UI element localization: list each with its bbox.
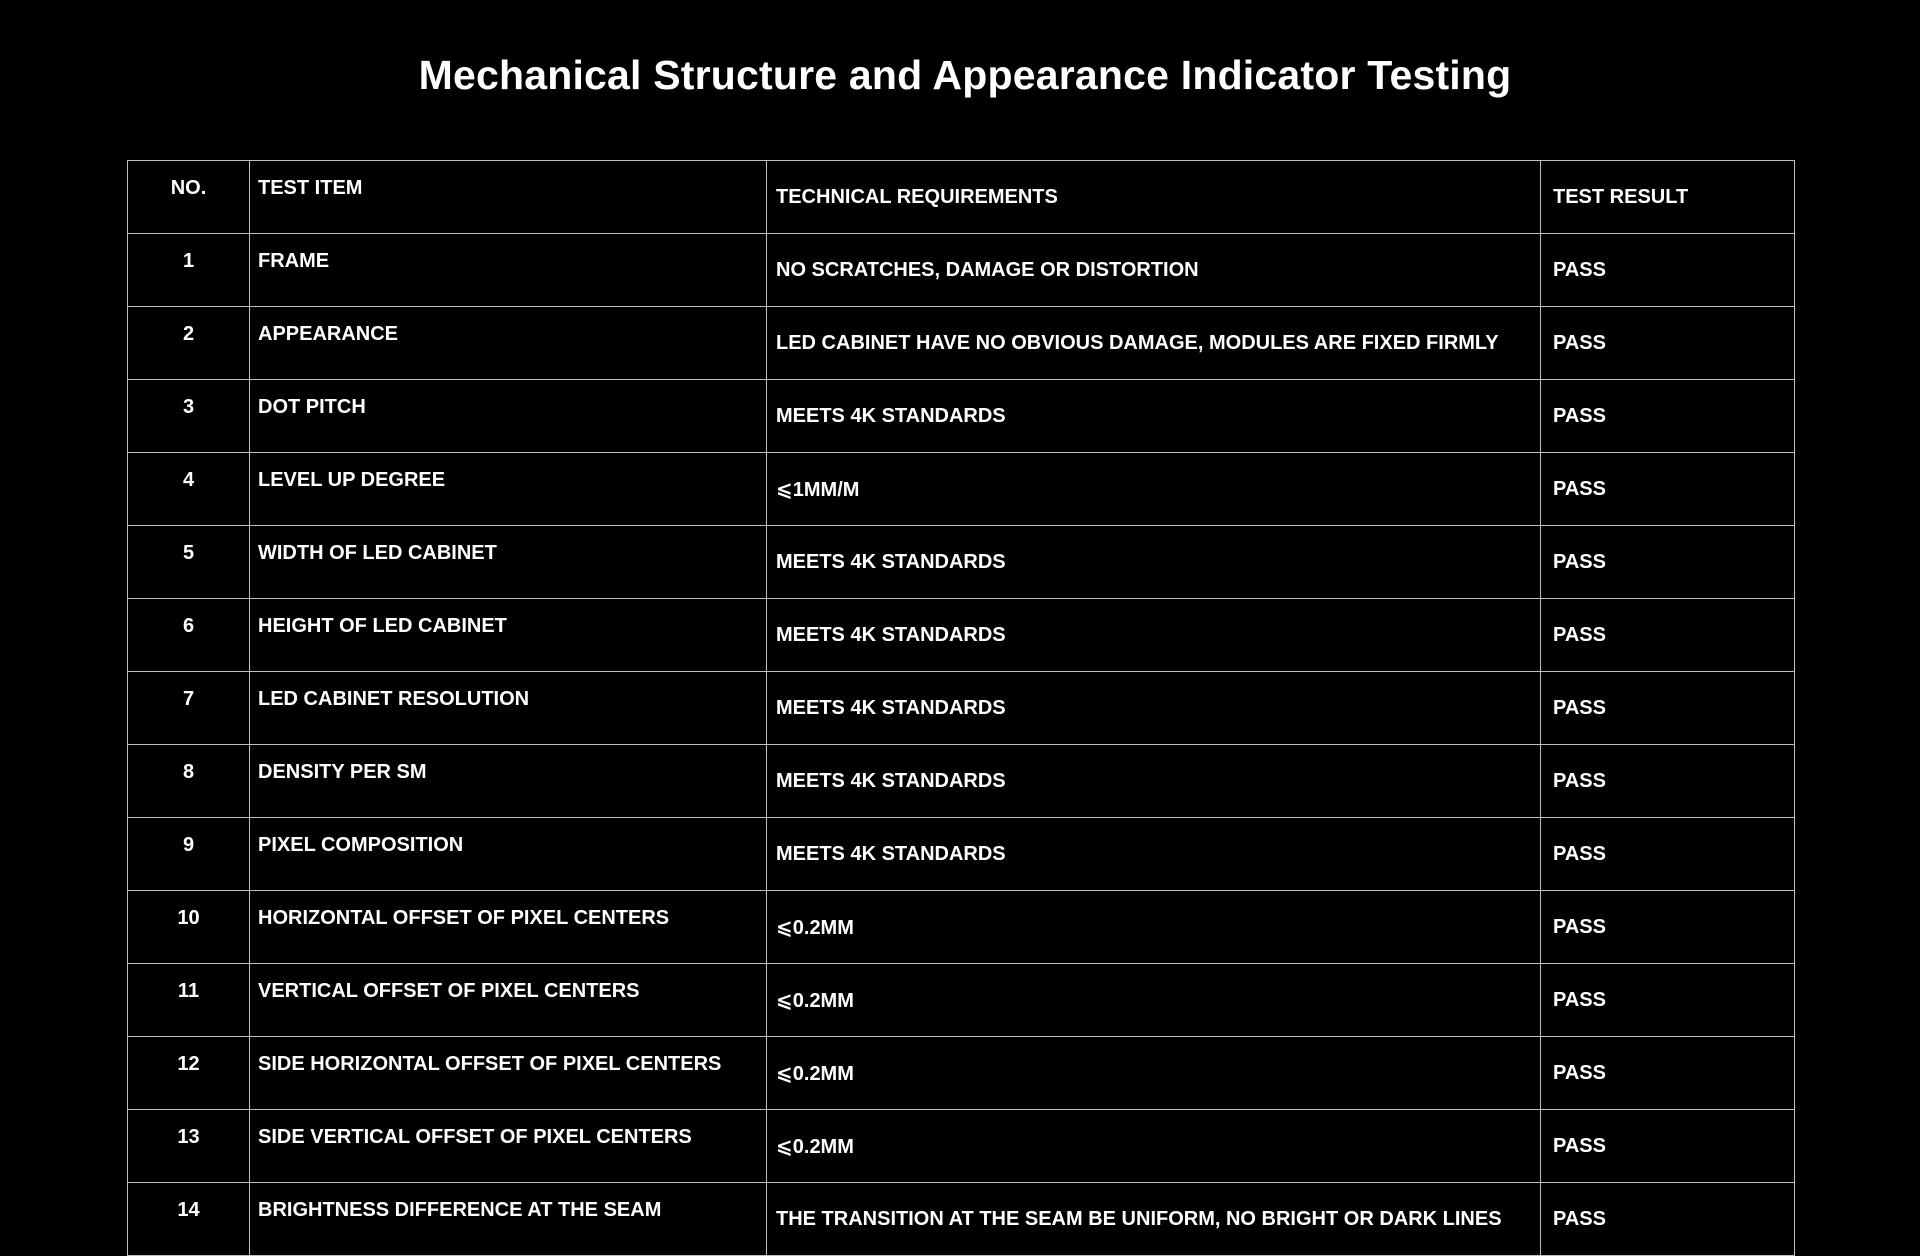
row-result: PASS — [1541, 1183, 1795, 1256]
row-requirement: ⩽0.2MM — [767, 1037, 1541, 1110]
row-no: 6 — [128, 599, 250, 672]
row-no: 2 — [128, 307, 250, 380]
row-test-item: SIDE HORIZONTAL OFFSET OF PIXEL CENTERS — [250, 1037, 767, 1110]
table-row — [128, 1110, 1795, 1183]
row-no: 4 — [128, 453, 250, 526]
row-result: PASS — [1541, 1037, 1795, 1110]
row-result: PASS — [1541, 599, 1795, 672]
row-test-item: VERTICAL OFFSET OF PIXEL CENTERS — [250, 964, 767, 1037]
row-test-item: WIDTH OF LED CABINET — [250, 526, 767, 599]
row-result: PASS — [1541, 672, 1795, 745]
table-row — [128, 1037, 1795, 1110]
header-no: NO. — [128, 161, 250, 234]
row-requirement: ⩽1MM/M — [767, 453, 1541, 526]
header-test-result: TEST RESULT — [1541, 161, 1795, 234]
row-result: PASS — [1541, 964, 1795, 1037]
row-test-item: LEVEL UP DEGREE — [250, 453, 767, 526]
row-requirement: MEETS 4K STANDARDS — [767, 745, 1541, 818]
header-technical-requirements: TECHNICAL REQUIREMENTS — [767, 161, 1541, 234]
row-test-item: HORIZONTAL OFFSET OF PIXEL CENTERS — [250, 891, 767, 964]
row-requirement: MEETS 4K STANDARDS — [767, 672, 1541, 745]
row-result: PASS — [1541, 307, 1795, 380]
table-row — [128, 818, 1795, 891]
row-test-item: HEIGHT OF LED CABINET — [250, 599, 767, 672]
row-no: 8 — [128, 745, 250, 818]
row-test-item: APPEARANCE — [250, 307, 767, 380]
row-requirement: MEETS 4K STANDARDS — [767, 380, 1541, 453]
table-row — [128, 891, 1795, 964]
row-no: 10 — [128, 891, 250, 964]
row-result: PASS — [1541, 891, 1795, 964]
row-no: 13 — [128, 1110, 250, 1183]
row-no: 1 — [128, 234, 250, 307]
row-requirement: ⩽0.2MM — [767, 891, 1541, 964]
row-requirement: MEETS 4K STANDARDS — [767, 818, 1541, 891]
row-result: PASS — [1541, 526, 1795, 599]
row-no: 3 — [128, 380, 250, 453]
row-requirement: THE TRANSITION AT THE SEAM BE UNIFORM, NO BRIGHT OR DARK LINES — [767, 1183, 1541, 1256]
row-no: 9 — [128, 818, 250, 891]
table-row — [128, 672, 1795, 745]
row-test-item: BRIGHTNESS DIFFERENCE AT THE SEAM — [250, 1183, 767, 1256]
row-requirement: MEETS 4K STANDARDS — [767, 599, 1541, 672]
row-no: 12 — [128, 1037, 250, 1110]
row-requirement: LED CABINET HAVE NO OBVIOUS DAMAGE, MODULES ARE FIXED FIRMLY — [767, 307, 1541, 380]
row-requirement: NO SCRATCHES, DAMAGE OR DISTORTION — [767, 234, 1541, 307]
table-row — [128, 964, 1795, 1037]
table-header — [128, 161, 1795, 234]
row-no: 7 — [128, 672, 250, 745]
table-body — [128, 234, 1795, 1256]
table-header-row — [128, 161, 1795, 234]
row-requirement: ⩽0.2MM — [767, 1110, 1541, 1183]
row-test-item: FRAME — [250, 234, 767, 307]
row-result: PASS — [1541, 453, 1795, 526]
table-row — [128, 599, 1795, 672]
row-result: PASS — [1541, 745, 1795, 818]
row-no: 5 — [128, 526, 250, 599]
row-test-item: SIDE VERTICAL OFFSET OF PIXEL CENTERS — [250, 1110, 767, 1183]
row-result: PASS — [1541, 818, 1795, 891]
row-no: 11 — [128, 964, 250, 1037]
table-row — [128, 307, 1795, 380]
row-requirement: MEETS 4K STANDARDS — [767, 526, 1541, 599]
row-result: PASS — [1541, 234, 1795, 307]
table-row — [128, 1183, 1795, 1256]
row-test-item: DOT PITCH — [250, 380, 767, 453]
row-result: PASS — [1541, 380, 1795, 453]
test-results-table — [127, 160, 1795, 1256]
table-row — [128, 745, 1795, 818]
row-result: PASS — [1541, 1110, 1795, 1183]
row-requirement: ⩽0.2MM — [767, 964, 1541, 1037]
page-title: Mechanical Structure and Appearance Indicator Testing — [418, 52, 1512, 98]
row-test-item: DENSITY PER SM — [250, 745, 767, 818]
table-row — [128, 526, 1795, 599]
row-test-item: LED CABINET RESOLUTION — [250, 672, 767, 745]
row-test-item: PIXEL COMPOSITION — [250, 818, 767, 891]
table-row — [128, 234, 1795, 307]
row-no: 14 — [128, 1183, 250, 1256]
header-test-item: TEST ITEM — [250, 161, 767, 234]
table-row — [128, 453, 1795, 526]
table-row — [128, 380, 1795, 453]
